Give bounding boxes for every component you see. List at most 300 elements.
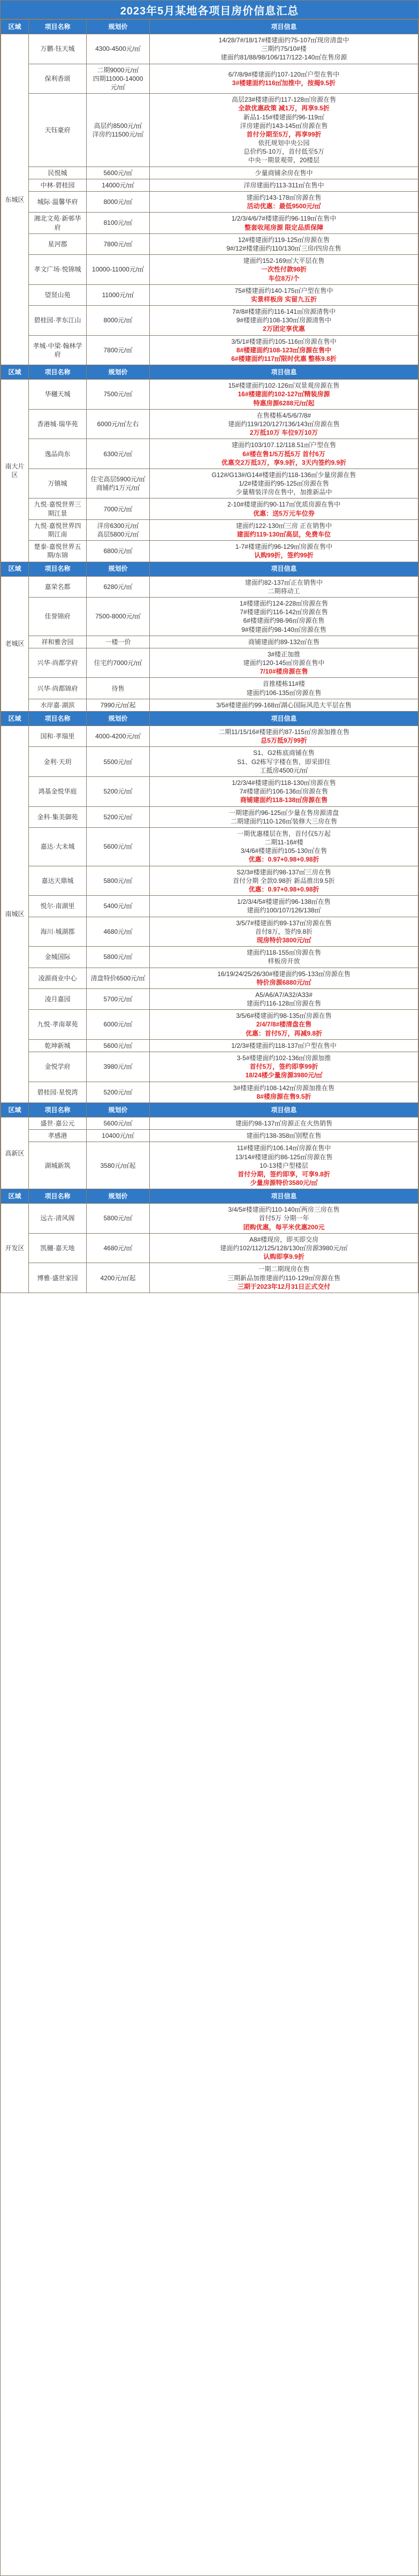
table-row [1, 866, 418, 896]
project-info-cell [150, 255, 418, 285]
info-line: 6#楼建面约98-96㎡房源在售 [243, 617, 325, 625]
project-info-cell [150, 968, 418, 988]
info-line: 一期优惠楼层在售，首付仅5万起 [237, 829, 331, 837]
planned-price-cell: 住宅高层5900元/㎡ 商铺约1万元/㎡ [87, 469, 150, 498]
table-row [1, 335, 418, 365]
table-header-row [1, 1102, 418, 1117]
table-row [1, 34, 418, 64]
table-row [1, 409, 418, 439]
table-row [1, 498, 418, 519]
info-line-highlight: 团购优惠，每平米优惠200元 [243, 1223, 325, 1231]
project-name-cell: 兴华·尚都锦府 [29, 678, 87, 699]
project-info-cell [150, 1010, 418, 1040]
planned-price-cell: 6000元/㎡ [87, 1010, 150, 1040]
info-line: 1/2/3/4#楼建面约118-130㎡房源在售 [232, 779, 336, 787]
planned-price-cell: 7000元/㎡ [87, 498, 150, 519]
info-line-highlight: 2/4/7/8#楼清盘在售 [256, 1021, 312, 1029]
planned-price-cell: 6800元/㎡ [87, 541, 150, 562]
project-name-cell: 城际·温馨华府 [29, 192, 87, 213]
planned-price-cell: 高层约8500元/㎡ 洋房约11500元/㎡ [87, 94, 150, 167]
project-info-cell [150, 988, 418, 1009]
project-name-cell: 凯樾·嘉天地 [29, 1233, 87, 1263]
info-line: 12#楼建面约119-125㎡房源在售 [238, 236, 330, 244]
project-info-cell [150, 335, 418, 365]
project-info-cell [150, 726, 418, 747]
header-region: 区域 [1, 1102, 29, 1117]
info-line-highlight: 8#楼建面约108-123㎡房源在售中 [236, 346, 332, 354]
project-info-cell [150, 947, 418, 968]
table-row [1, 306, 418, 336]
table-row [1, 469, 418, 498]
project-name-cell: 孝感港 [29, 1130, 87, 1142]
info-line-highlight: 6#楼在售1/5万抵5万 首付6万 [242, 450, 325, 458]
table-row [1, 380, 418, 410]
info-line: 首付分期 全款0.98折 新品推出9.5折 [233, 877, 335, 885]
price-table [1, 19, 418, 1293]
info-line: 建面约103/107.12/118.51㎡户型在售 [231, 441, 337, 449]
info-line-highlight: 一次性付款98折 [261, 266, 307, 274]
project-name-cell: 嘉达天鼎城 [29, 866, 87, 896]
header-project-info: 项目信息 [150, 562, 418, 576]
project-name-cell: 金利·天玥 [29, 747, 87, 777]
header-project-name: 项目名称 [29, 562, 87, 576]
info-line: 建面约106-135㎡房源在售 [246, 689, 322, 697]
info-line: 1/2/3#楼建面约118-137㎡户型在售中 [231, 1041, 337, 1049]
info-line: 7#/8#楼建面约116-141㎡房源清售中 [232, 308, 336, 316]
project-name-cell: 民悦城 [29, 167, 87, 179]
info-line: 1/2/3/4/6/7#楼建面约96-119㎡在售中 [231, 215, 337, 223]
project-info-cell [150, 896, 418, 917]
info-line-highlight: 商铺建面约118-138㎡房源在售 [240, 796, 328, 804]
table-row [1, 213, 418, 233]
planned-price-cell: 8100元/㎡ [87, 213, 150, 233]
table-row [1, 167, 418, 179]
project-info-cell [150, 380, 418, 410]
table-row [1, 988, 418, 1009]
info-line-highlight: 三期于2023年12月31日正式交付 [237, 1282, 331, 1290]
planned-price-cell: 7990元/㎡起 [87, 699, 150, 711]
table-row [1, 94, 418, 167]
info-line: 1/2#楼建面约95-125㎡房源在售 [239, 480, 329, 488]
info-line-highlight: 认购即享9.9折 [263, 1253, 304, 1261]
planned-price-cell: 清盘特价6500元/㎡ [87, 968, 150, 988]
planned-price-cell: 5400元/㎡ [87, 896, 150, 917]
table-row [1, 541, 418, 562]
project-info-cell [150, 747, 418, 777]
table-row [1, 255, 418, 285]
project-name-cell: 天钰豪府 [29, 94, 87, 167]
planned-price-cell: 一楼一价 [87, 636, 150, 648]
project-name-cell: 嘉达·大未城 [29, 827, 87, 866]
project-name-cell: 远古·清风阁 [29, 1204, 87, 1234]
info-line: 建面约102/112/125/128/130㎡房源3980元/㎡ [220, 1244, 348, 1252]
header-region: 区域 [1, 712, 29, 726]
planned-price-cell: 7500元/㎡ [87, 380, 150, 410]
table-row [1, 1263, 418, 1293]
info-line: 二期11/15/16#楼建面约87-115㎡房源加推在售 [218, 728, 349, 736]
info-line: 1-7#楼建面约96-129㎡房源在售中 [235, 543, 333, 551]
info-line-highlight: 活动优惠：最低9500元/㎡ [247, 202, 321, 210]
region-cell: 南大片区 [1, 380, 29, 562]
table-row [1, 192, 418, 213]
info-line: 建面约116-128㎡房源在售 [246, 1000, 322, 1008]
info-line: 少量精装洋房在售中，加推新品中 [235, 488, 332, 496]
table-row [1, 64, 418, 94]
header-project-info: 项目信息 [150, 712, 418, 726]
project-name-cell: 金城国际 [29, 947, 87, 968]
info-line: 1/2/3/4/5#楼建面约96-138㎡在售 [237, 898, 331, 906]
info-line: 13/14#楼建面约86-125㎡房源在售 [235, 1153, 333, 1161]
project-info-cell [150, 866, 418, 896]
info-line: 洋房建面约143-145㎡房源在售 [240, 122, 328, 130]
planned-price-cell: 5200元/㎡ [87, 806, 150, 827]
planned-price-cell: 5600元/㎡ [87, 167, 150, 179]
table-row [1, 1142, 418, 1189]
planned-price-cell: 洋房6300元/㎡ 高层5800元/㎡ [87, 519, 150, 540]
planned-price-cell: 6280元/㎡ [87, 576, 150, 597]
table-row [1, 179, 418, 191]
table-row [1, 1117, 418, 1129]
project-name-cell: 孝文广场·悦锦城 [29, 255, 87, 285]
project-info-cell [150, 1082, 418, 1102]
project-name-cell: 水岸嘉·湖滨 [29, 699, 87, 711]
info-line: 建面约122-130㎡三房 正在销售中 [235, 522, 332, 530]
info-line: 15#楼建面约102-126㎡双景观房源在售 [228, 382, 340, 390]
project-name-cell: 国和·孝瑞里 [29, 726, 87, 747]
planned-price-cell: 6300元/㎡ [87, 439, 150, 469]
project-info-cell [150, 167, 418, 179]
info-line: 首付5万 分期一年 [258, 1214, 309, 1222]
table-header-row [1, 712, 418, 726]
info-line: A8#楼现房，即买即交房 [249, 1235, 319, 1243]
info-line: 首推楼栋11#楼 [262, 680, 306, 688]
header-region: 区域 [1, 365, 29, 380]
table-row [1, 1052, 418, 1082]
project-name-cell: 金科·集美御苑 [29, 806, 87, 827]
info-line-highlight: 实景样板房 实留九五折 [250, 295, 317, 303]
info-line: 洋房建面约113-311㎡在售中 [243, 181, 324, 189]
info-line: 3#楼建面约108-142㎡房源加推在售 [233, 1084, 335, 1092]
project-name-cell: 望贤山苑 [29, 284, 87, 305]
planned-price-cell: 5200元/㎡ [87, 1082, 150, 1102]
info-line: 一期二期现房在售 [258, 1265, 310, 1273]
info-line: 3/5#楼建面约99-168㎡湖心国际风范大平层在售 [216, 701, 352, 709]
planned-price-cell: 4680元/㎡ [87, 917, 150, 947]
table-row [1, 806, 418, 827]
info-line: 建面约152-169㎡大平层在售 [243, 257, 325, 265]
project-info-cell [150, 1233, 418, 1263]
table-row [1, 776, 418, 806]
header-project-name: 项目名称 [29, 712, 87, 726]
info-line: 高层23#楼建面约117-128㎡房源在售 [231, 96, 337, 104]
info-line-highlight: 特价房源6880元/㎡ [256, 978, 311, 986]
info-line-highlight: 现房特价3800元/㎡ [256, 936, 311, 944]
project-name-cell: 海川·城湖郡 [29, 917, 87, 947]
planned-price-cell: 4200元/㎡起 [87, 1263, 150, 1293]
project-name-cell: 金悦学府 [29, 1052, 87, 1082]
project-name-cell: 中林·碧桂园 [29, 179, 87, 191]
project-name-cell: 凌月嘉园 [29, 988, 87, 1009]
region-cell: 南城区 [1, 726, 29, 1103]
info-line: 中央一期景观带，20楼层 [248, 156, 320, 164]
table-row [1, 636, 418, 648]
table-header-row [1, 1189, 418, 1204]
header-planned-price: 规划价 [87, 1102, 150, 1117]
info-line: 14/28/7#/18/17#楼建面约75-107㎡现房清盘中 [218, 36, 349, 44]
info-line-highlight: 认购99折，签约99折 [254, 552, 314, 560]
project-info-cell [150, 597, 418, 636]
info-line: 首付8万，签约9.8折 [255, 927, 313, 935]
project-info-cell [150, 439, 418, 469]
info-line-highlight: 建面约119-130㎡高层，免费车位 [237, 531, 331, 538]
planned-price-cell: 5500元/㎡ [87, 747, 150, 777]
page-title: 2023年5月某地各项目房价信息汇总 [1, 1, 418, 19]
info-line-highlight: 车位8万/个 [268, 274, 300, 282]
project-name-cell: 乾坤新城 [29, 1039, 87, 1052]
info-line: 9#楼建面约98-140㎡房源在售 [241, 625, 326, 633]
table-header-row [1, 20, 418, 34]
table-row [1, 678, 418, 699]
info-line: 3#楼正加推 [267, 650, 301, 658]
project-name-cell: 万鹏·钰天城 [29, 34, 87, 64]
region-cell: 老城区 [1, 576, 29, 711]
project-name-cell: 兴华·尚都学府 [29, 648, 87, 678]
info-line-highlight: 优惠：0.97+0.98+0.98折 [248, 886, 319, 893]
info-line-highlight: 3#楼建面约116㎡加推中，按揭9.5折 [232, 79, 336, 87]
info-line: 75#楼建面约140-175㎡户型在售中 [234, 286, 333, 294]
project-info-cell [150, 498, 418, 519]
planned-price-cell: 4680元/㎡ [87, 1233, 150, 1263]
project-name-cell: 凌源商业中心 [29, 968, 87, 988]
header-project-info: 项目信息 [150, 1102, 418, 1117]
project-name-cell: 华樾天城 [29, 380, 87, 410]
info-line-highlight: 优惠交2万抵3万，享9.9折，3天内签约9.9折 [221, 458, 347, 466]
table-row [1, 747, 418, 777]
table-row [1, 1130, 418, 1142]
info-line: 11#楼建面约106.14㎡房源在售中 [237, 1144, 331, 1152]
project-name-cell: 楚泰·嘉悦世界五期/东锦 [29, 541, 87, 562]
project-info-cell [150, 699, 418, 711]
header-project-info: 项目信息 [150, 20, 418, 34]
project-name-cell: 祥和雅舍园 [29, 636, 87, 648]
table-row [1, 699, 418, 711]
planned-price-cell: 5800元/㎡ [87, 947, 150, 968]
project-name-cell: 悦尔·南湖里 [29, 896, 87, 917]
info-line: 1#楼建面约124-228㎡房源在售 [239, 599, 329, 607]
info-line: 二期将动工 [268, 587, 300, 595]
planned-price-cell: 5600元/㎡ [87, 827, 150, 866]
planned-price-cell: 7800元/㎡ [87, 233, 150, 254]
project-info-cell [150, 284, 418, 305]
project-info-cell [150, 469, 418, 498]
info-line: 建面约100/107/126/138㎡ [247, 906, 321, 915]
table-row [1, 726, 418, 747]
info-line: 建面约120-145㎡房源在售中 [243, 659, 325, 667]
project-info-cell [150, 1117, 418, 1129]
info-line-highlight: 16#楼建面约102-127㎡精装房源 [238, 390, 330, 398]
planned-price-cell: 4300-4500元/㎡ [87, 34, 150, 64]
table-row [1, 233, 418, 254]
project-name-cell: 万镇城 [29, 469, 87, 498]
info-line-highlight: 优惠：0.97+0.98+0.98折 [248, 856, 319, 864]
info-line: 建面约138-358㎡别墅在售 [246, 1132, 322, 1140]
project-name-cell: 嘉荣名都 [29, 576, 87, 597]
region-cell: 高新区 [1, 1117, 29, 1189]
info-line: 建面约98-137㎡房源正在火热销售 [235, 1119, 333, 1127]
info-line: 样板房开放 [268, 957, 300, 965]
project-name-cell: 星河郡 [29, 233, 87, 254]
header-project-name: 项目名称 [29, 1102, 87, 1117]
info-line-highlight: 首付分期，签约即享，可享9.8折 [238, 1170, 330, 1178]
planned-price-cell: 5600元/㎡ [87, 1117, 150, 1129]
info-line-highlight: 少量房源特价3580元/㎡ [250, 1179, 318, 1187]
info-line: 9#楼建面约108-130㎡房源清售中 [236, 316, 332, 324]
table-header-row [1, 562, 418, 576]
info-line: 3/5/6#楼建面约98-135㎡房源在售 [236, 1012, 332, 1020]
header-region: 区域 [1, 1189, 29, 1204]
project-info-cell [150, 648, 418, 678]
project-info-cell [150, 1052, 418, 1082]
table-row [1, 917, 418, 947]
info-line: G12#/G13#/G14#楼建面约118-136㎡少量房源在售 [211, 471, 356, 479]
info-line-highlight: 总5万抵9万99折 [261, 737, 307, 745]
project-info-cell [150, 827, 418, 866]
project-info-cell [150, 1039, 418, 1052]
info-line: 三期新品加推建面约110-129㎡房源在售 [227, 1274, 341, 1282]
project-info-cell [150, 1204, 418, 1234]
info-line: 3/4/5#楼建面约110-140㎡两房三房在售 [228, 1206, 340, 1214]
info-line: 3/5/7#楼建面约89-137㎡房源在售 [236, 919, 332, 927]
planned-price-cell: 5700元/㎡ [87, 988, 150, 1009]
project-info-cell [150, 576, 418, 597]
info-line: 依托规划中央公园 [258, 139, 310, 147]
info-line-highlight: 整套收尾房源 限定品质保障 [244, 223, 324, 231]
info-line: 建面约118-155㎡房源在售 [246, 949, 322, 957]
header-region: 区域 [1, 562, 29, 576]
planned-price-cell: 5600元/㎡ [87, 1039, 150, 1052]
info-line: 9#/12#楼建面约110/130㎡三房/四房在售 [226, 244, 341, 252]
info-line: 建面约81/88/98/106/117/122-140㎡在售房源 [220, 54, 347, 62]
table-row [1, 968, 418, 988]
project-info-cell [150, 306, 418, 336]
info-line-highlight: 7/10#楼房源在售 [260, 668, 308, 676]
info-line: 6/7/8/9#楼建面约107-120㎡户型在售中 [228, 70, 340, 78]
info-line: 一期建面约96-125㎡少量在售房源清盘 [228, 809, 339, 817]
region-cell: 东城区 [1, 34, 29, 365]
header-region: 区域 [1, 20, 29, 34]
info-line: 工抵房4500元/㎡ [260, 766, 308, 774]
info-line-highlight: 6#楼建面约117㎡限时优惠 整栋9.8折 [231, 355, 337, 362]
planned-price-cell: 7800元/㎡ [87, 335, 150, 365]
project-info-cell [150, 1130, 418, 1142]
project-info-cell [150, 776, 418, 806]
project-name-cell: 碧桂园·孝东江山 [29, 306, 87, 336]
project-info-cell [150, 233, 418, 254]
planned-price-cell: 8000元/㎡ [87, 306, 150, 336]
planned-price-cell: 5800元/㎡ [87, 1204, 150, 1234]
table-row [1, 648, 418, 678]
info-line: 3/4/6#楼建面约105-130㎡在售 [240, 847, 327, 855]
project-info-cell [150, 519, 418, 540]
info-line: 建面约119/120/127/136/143㎡房源在售 [228, 420, 340, 428]
info-line-highlight: 8#楼房源在售9.5折 [256, 1092, 311, 1100]
project-info-cell [150, 94, 418, 167]
project-info-cell [150, 541, 418, 562]
planned-price-cell: 11000元/㎡ [87, 284, 150, 305]
header-project-info: 项目信息 [150, 1189, 418, 1204]
project-name-cell: 孝城·中梁·翰林学府 [29, 335, 87, 365]
header-planned-price: 规划价 [87, 365, 150, 380]
project-name-cell: 香港城·瑞华苑 [29, 409, 87, 439]
header-project-name: 项目名称 [29, 1189, 87, 1204]
info-line-highlight: 特惠房源6288元/㎡起 [253, 399, 315, 407]
info-line: 总价约5-10万，首付低至5万 [243, 148, 324, 156]
project-name-cell: 盛世·嘉公元 [29, 1117, 87, 1129]
info-line: 建面约82-137㎡正在销售中 [245, 578, 323, 586]
planned-price-cell: 3580元/㎡起 [87, 1142, 150, 1189]
info-line: 16/19/24/25/26/30#楼建面约95-133㎡房源在售 [217, 970, 351, 978]
info-line: S1、G2栋写字楼在售，即采即住 [237, 758, 331, 766]
project-info-cell [150, 636, 418, 648]
project-name-cell: 博雅·盛世家园 [29, 1263, 87, 1293]
info-line-highlight: 18/24楼少量房源3980元/㎡ [245, 1071, 323, 1079]
header-project-info: 项目信息 [150, 365, 418, 380]
info-line: 建面约143-178㎡房源在售 [246, 194, 322, 201]
info-line: 在售楼栋4/5/6/7/8# [256, 411, 311, 419]
info-line-highlight: 首付分期至5万，再享99折 [246, 130, 322, 138]
info-line: 3-5#楼建面约102-136㎡房源加推 [237, 1054, 331, 1062]
planned-price-cell: 5200元/㎡ [87, 776, 150, 806]
table-row [1, 1039, 418, 1052]
header-planned-price: 规划价 [87, 1189, 150, 1204]
planned-price-cell: 10400元/㎡ [87, 1130, 150, 1142]
info-line-highlight: 2万抵10万 车位9万10万 [249, 429, 318, 437]
info-line: S1、G2栋底商铺在售 [253, 749, 315, 757]
table-row [1, 284, 418, 305]
project-info-cell [150, 179, 418, 191]
info-line: S2/3#楼建面约98-137㎡三房在售 [237, 868, 331, 876]
project-info-cell [150, 678, 418, 699]
info-line: 新品1-15#楼建面约96-119㎡ [243, 113, 325, 121]
header-planned-price: 规划价 [87, 20, 150, 34]
info-line: 3/5/1#楼建面约105-116㎡房源在售中 [231, 337, 337, 345]
table-row [1, 827, 418, 866]
info-line: 7#楼建面约116-142㎡房源在售 [240, 608, 328, 616]
planned-price-cell: 6000元/㎡左右 [87, 409, 150, 439]
project-info-cell [150, 34, 418, 64]
info-line-highlight: 2万团定享优惠 [263, 325, 305, 333]
info-line: 商铺建面约89-132㎡在售 [248, 638, 320, 646]
project-name-cell: 湘北文苑·新邨华府 [29, 213, 87, 233]
project-info-cell [150, 192, 418, 213]
table-row [1, 896, 418, 917]
header-project-name: 项目名称 [29, 365, 87, 380]
info-line: 10-13楼户型楼层 [260, 1161, 308, 1169]
info-line: 二期建面约110-126㎡装修大三房在售 [230, 817, 338, 825]
project-name-cell: 九悦·嘉悦世界三期江景 [29, 498, 87, 519]
price-table-container [1, 19, 418, 1293]
planned-price-cell: 5800元/㎡ [87, 866, 150, 896]
project-name-cell: 佳誉锦府 [29, 597, 87, 636]
table-header-row [1, 365, 418, 380]
project-name-cell: 九悦·嘉悦世界四期江南 [29, 519, 87, 540]
planned-price-cell: 8000元/㎡ [87, 192, 150, 213]
project-name-cell: 湖城新筑 [29, 1142, 87, 1189]
table-row [1, 576, 418, 597]
info-line: 7#楼建面约106-136㎡房源在售 [239, 788, 329, 796]
project-name-cell: 保利香颂 [29, 64, 87, 94]
project-info-cell [150, 213, 418, 233]
